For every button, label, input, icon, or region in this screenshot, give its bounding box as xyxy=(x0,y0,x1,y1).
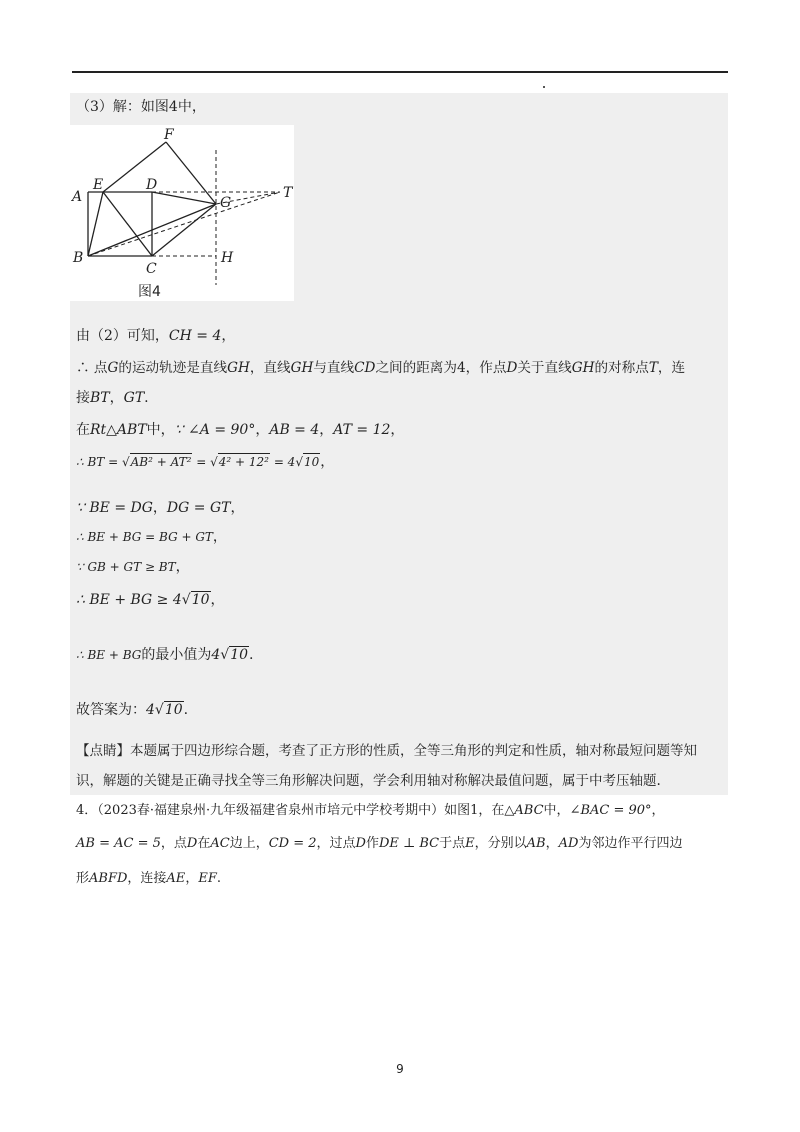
geometry-diagram xyxy=(70,125,294,301)
line-triangle-inequality: ∵ GB + GT ≥ BT， xyxy=(76,559,190,575)
line-sum: ∴ BE + BG = BG + GT， xyxy=(76,529,227,545)
line-from-part2: 由（2）可知，CH = 4， xyxy=(76,328,236,344)
comment-line-1: 【点睛】本题属于四边形综合题，考查了正方形的性质，全等三角形的判定和性质，轴对称最短问题等知 xyxy=(76,743,697,759)
label-G: G xyxy=(220,195,232,211)
problem4-line-1: 4．（2023春·福建泉州·九年级福建省泉州市培元中学校考期中）如图1，在△ABC中，∠BAC = 90°， xyxy=(76,803,665,818)
label-T: T xyxy=(283,185,293,201)
label-D: D xyxy=(146,177,158,193)
segment-DG xyxy=(152,192,216,204)
problem4-line-3: 形ABFD，连接AE，EF. xyxy=(76,871,221,886)
label-H: H xyxy=(221,250,234,266)
header-rule xyxy=(72,71,728,73)
solution-heading: （3）解：如图4中， xyxy=(76,99,206,115)
page-number: 9 xyxy=(396,1062,404,1076)
line-connect: 接BT，GT. xyxy=(76,390,149,406)
line-minimum: ∴ BE + BG的最小值为4√10. xyxy=(76,647,254,663)
label-F: F xyxy=(164,127,174,143)
problem4-line-2: AB = AC = 5，点D在AC边上，CD = 2，过点D作DE ⊥ BC于点E，分别以AB，AD为邻边作平行四边 xyxy=(76,836,683,851)
header-dot xyxy=(543,86,545,88)
segment-FG xyxy=(166,142,216,204)
dashed-BT xyxy=(88,192,280,256)
line-be-dg: ∵ BE = DG，DG = GT， xyxy=(76,500,245,516)
figure-4 xyxy=(70,125,294,301)
line-result: ∴ BE + BG ≥ 4√10， xyxy=(76,592,225,608)
figure-caption: 图4 xyxy=(138,284,161,300)
line-right-triangle: 在Rt△ABT中，∵ ∠A = 90°，AB = 4，AT = 12， xyxy=(76,422,405,438)
comment-line-2: 识，解题的关键是正确寻找全等三角形解决问题，学会利用轴对称解决最值问题，属于中考压轴题. xyxy=(76,773,661,789)
label-A: A xyxy=(72,189,83,205)
label-E: E xyxy=(93,177,104,193)
segment-GC xyxy=(152,204,216,256)
label-C: C xyxy=(146,261,157,277)
line-answer: 故答案为：4√10. xyxy=(76,702,189,718)
label-B: B xyxy=(73,250,84,266)
line-locus: ∴ 点G的运动轨迹是直线GH，直线GH与直线CD之间的距离为4，作点D关于直线GH的对称点T，连 xyxy=(76,360,686,376)
segment-BE xyxy=(88,192,103,256)
line-bt-value: ∴ BT = √AB² + AT² = √4² + 12² = 4√10， xyxy=(76,454,335,470)
